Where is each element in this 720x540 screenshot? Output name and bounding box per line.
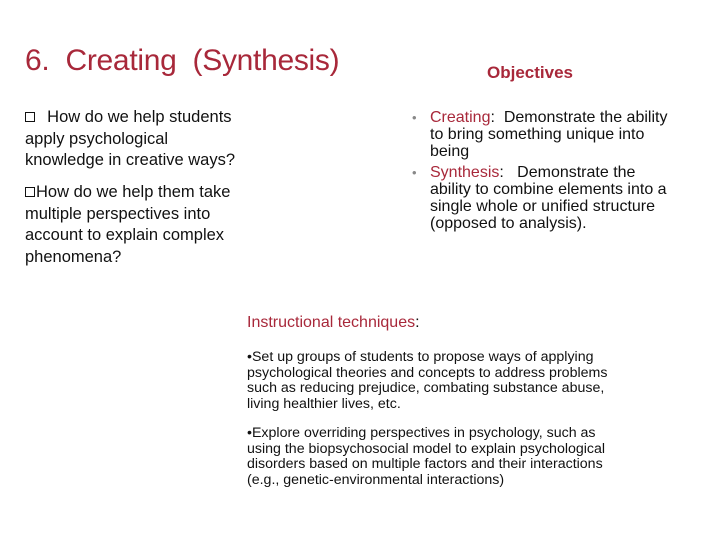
technique-line: using the biopsychosocial model to explain psychological — [247, 440, 606, 457]
objective-creating — [412, 109, 667, 160]
question-line: account to explain complex — [25, 226, 225, 244]
technique-line: psychological theories and concepts to address problems — [247, 364, 608, 381]
bullet-icon: • — [412, 110, 417, 125]
objective-line: to bring something unique into — [430, 126, 645, 143]
question-2 — [25, 182, 230, 268]
objective-line: (opposed to analysis). — [430, 215, 587, 232]
question-line: multiple perspectives into — [25, 204, 211, 223]
instructional-heading — [247, 314, 420, 332]
question-line: How do we help them take — [36, 183, 231, 201]
objective-line: ability to combine elements into a — [430, 181, 667, 198]
question-1 — [25, 107, 235, 172]
technique-line: living healthier lives, etc. — [247, 395, 401, 412]
technique-line: •Set up groups of students to propose ways of applying — [247, 349, 594, 365]
technique-1 — [247, 350, 607, 412]
technique-line: disorders based on multiple factors and their interactions — [247, 456, 603, 473]
technique-line: •Explore overriding perspectives in psychology, such as — [247, 425, 596, 441]
objective-term: Synthesis — [430, 164, 500, 181]
checkbox-bullet-icon — [25, 112, 35, 122]
technique-line: (e.g., genetic-environmental interactions) — [247, 471, 505, 488]
checkbox-bullet-icon — [25, 187, 35, 197]
question-line: apply psychological — [25, 129, 169, 148]
objectives-heading: Objectives — [487, 63, 573, 82]
objective-text: : Demonstrate the ability — [490, 109, 668, 126]
objective-line: single whole or unified structure — [430, 198, 656, 215]
bullet-icon: • — [412, 165, 417, 180]
question-line: How do we help students — [47, 108, 232, 126]
heading-colon: : — [415, 314, 420, 331]
question-line: knowledge in creative ways? — [25, 151, 236, 169]
technique-line: such as reducing prejudice, combating substance abuse, — [247, 380, 605, 397]
objective-synthesis — [412, 164, 667, 232]
question-line: phenomena? — [25, 247, 122, 266]
slide-title: 6. Creating (Synthesis) — [25, 44, 340, 77]
technique-2 — [247, 426, 605, 488]
objective-line: being — [430, 143, 470, 160]
objective-text: : Demonstrate the — [499, 164, 636, 181]
objective-term: Creating — [430, 109, 491, 126]
instructional-heading-text: Instructional techniques — [247, 314, 416, 331]
